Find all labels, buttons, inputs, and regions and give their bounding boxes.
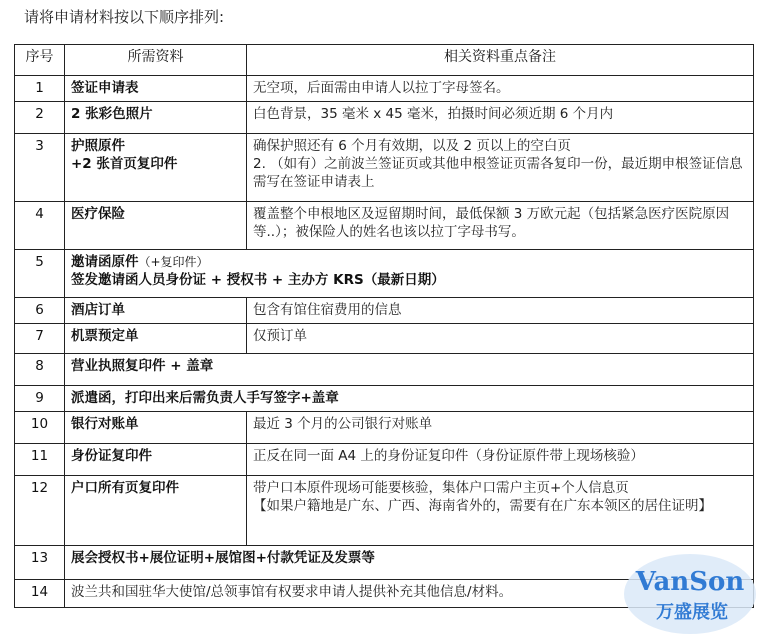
table-row bbox=[15, 250, 754, 298]
row-item: 户口所有页复印件 bbox=[65, 476, 247, 546]
row-number: 9 bbox=[15, 386, 65, 412]
row-number: 4 bbox=[15, 202, 65, 250]
row-note: 正反在同一面 A4 上的身份证复印件（身份证原件带上现场核验） bbox=[247, 444, 754, 476]
table-header bbox=[15, 45, 754, 76]
row-item-line: +2 张首页复印件 bbox=[71, 156, 178, 172]
table-row bbox=[15, 412, 754, 444]
row-note: 仅预订单 bbox=[247, 324, 754, 354]
row-note-line: 2. （如有）之前波兰签证页或其他申根签证页需各复印一份，最近期申根签证信息需写在签证申请表上 bbox=[253, 156, 743, 190]
row-item: 营业执照复印件 + 盖章 bbox=[65, 354, 754, 386]
row-item bbox=[65, 134, 247, 202]
row-number: 7 bbox=[15, 324, 65, 354]
row-item-main: 邀请函原件 bbox=[71, 254, 139, 270]
table-row bbox=[15, 134, 754, 202]
table-row bbox=[15, 324, 754, 354]
row-item: 签证申请表 bbox=[65, 76, 247, 102]
row-item: 2 张彩色照片 bbox=[65, 102, 247, 134]
row-item-line: 签发邀请函人员身份证 + 授权书 + 主办方 KRS（最新日期） bbox=[71, 272, 445, 288]
row-number: 5 bbox=[15, 250, 65, 298]
table-row bbox=[15, 102, 754, 134]
header-note: 相关资料重点备注 bbox=[247, 45, 754, 76]
svg-text:VanSon: VanSon bbox=[635, 567, 745, 597]
row-item-line: 护照原件 bbox=[71, 138, 125, 154]
table-row bbox=[15, 444, 754, 476]
row-number: 10 bbox=[15, 412, 65, 444]
row-item: 波兰共和国驻华大使馆/总领事馆有权要求申请人提供补充其他信息/材料。 bbox=[65, 580, 754, 608]
row-item bbox=[65, 250, 754, 298]
row-note: 最近 3 个月的公司银行对账单 bbox=[247, 412, 754, 444]
row-item: 医疗保险 bbox=[65, 202, 247, 250]
row-note: 包含有馆住宿费用的信息 bbox=[247, 298, 754, 324]
row-item: 酒店订单 bbox=[65, 298, 247, 324]
table-row bbox=[15, 76, 754, 102]
row-number: 8 bbox=[15, 354, 65, 386]
header-no: 序号 bbox=[15, 45, 65, 76]
row-note-line: 确保护照还有 6 个月有效期，以及 2 页以上的空白页 bbox=[253, 138, 571, 154]
vanson-watermark-logo bbox=[612, 548, 762, 636]
row-note bbox=[247, 476, 754, 546]
intro-text: 请将申请材料按以下顺序排列: bbox=[24, 8, 225, 26]
row-note bbox=[247, 134, 754, 202]
row-item: 派遣函，打印出来后需负责人手写签字+盖章 bbox=[65, 386, 754, 412]
row-item: 展会授权书+展位证明+展馆图+付款凭证及发票等 bbox=[65, 546, 754, 580]
row-note: 覆盖整个申根地区及逗留期时间，最低保额 3 万欧元起（包括紧急医疗医院原因等..）；被保险人的姓名也该以拉丁字母书写。 bbox=[247, 202, 754, 250]
row-number: 6 bbox=[15, 298, 65, 324]
row-number: 2 bbox=[15, 102, 65, 134]
row-number: 1 bbox=[15, 76, 65, 102]
materials-table bbox=[14, 44, 754, 608]
table-row bbox=[15, 354, 754, 386]
row-number: 3 bbox=[15, 134, 65, 202]
svg-text:万盛展览: 万盛展览 bbox=[656, 602, 728, 623]
table-row bbox=[15, 202, 754, 250]
row-number: 12 bbox=[15, 476, 65, 546]
row-item: 银行对账单 bbox=[65, 412, 247, 444]
row-note: 无空项，后面需由申请人以拉丁字母签名。 bbox=[247, 76, 754, 102]
row-note: 白色背景，35 毫米 x 45 毫米，拍摄时间必须近期 6 个月内 bbox=[247, 102, 754, 134]
row-number: 14 bbox=[15, 580, 65, 608]
table-row bbox=[15, 298, 754, 324]
row-item: 身份证复印件 bbox=[65, 444, 247, 476]
row-note-line: 带户口本原件现场可能要核验，集体户口需户主页+个人信息页 bbox=[253, 480, 629, 496]
row-number: 11 bbox=[15, 444, 65, 476]
row-note-line: 【如果户籍地是广东、广西、海南省外的，需要有在广东本领区的居住证明】 bbox=[253, 498, 712, 514]
row-number: 13 bbox=[15, 546, 65, 580]
table-row bbox=[15, 476, 754, 546]
row-item-sub: （+复印件） bbox=[138, 255, 209, 269]
row-item: 机票预定单 bbox=[65, 324, 247, 354]
header-item: 所需资料 bbox=[65, 45, 247, 76]
table-row bbox=[15, 386, 754, 412]
